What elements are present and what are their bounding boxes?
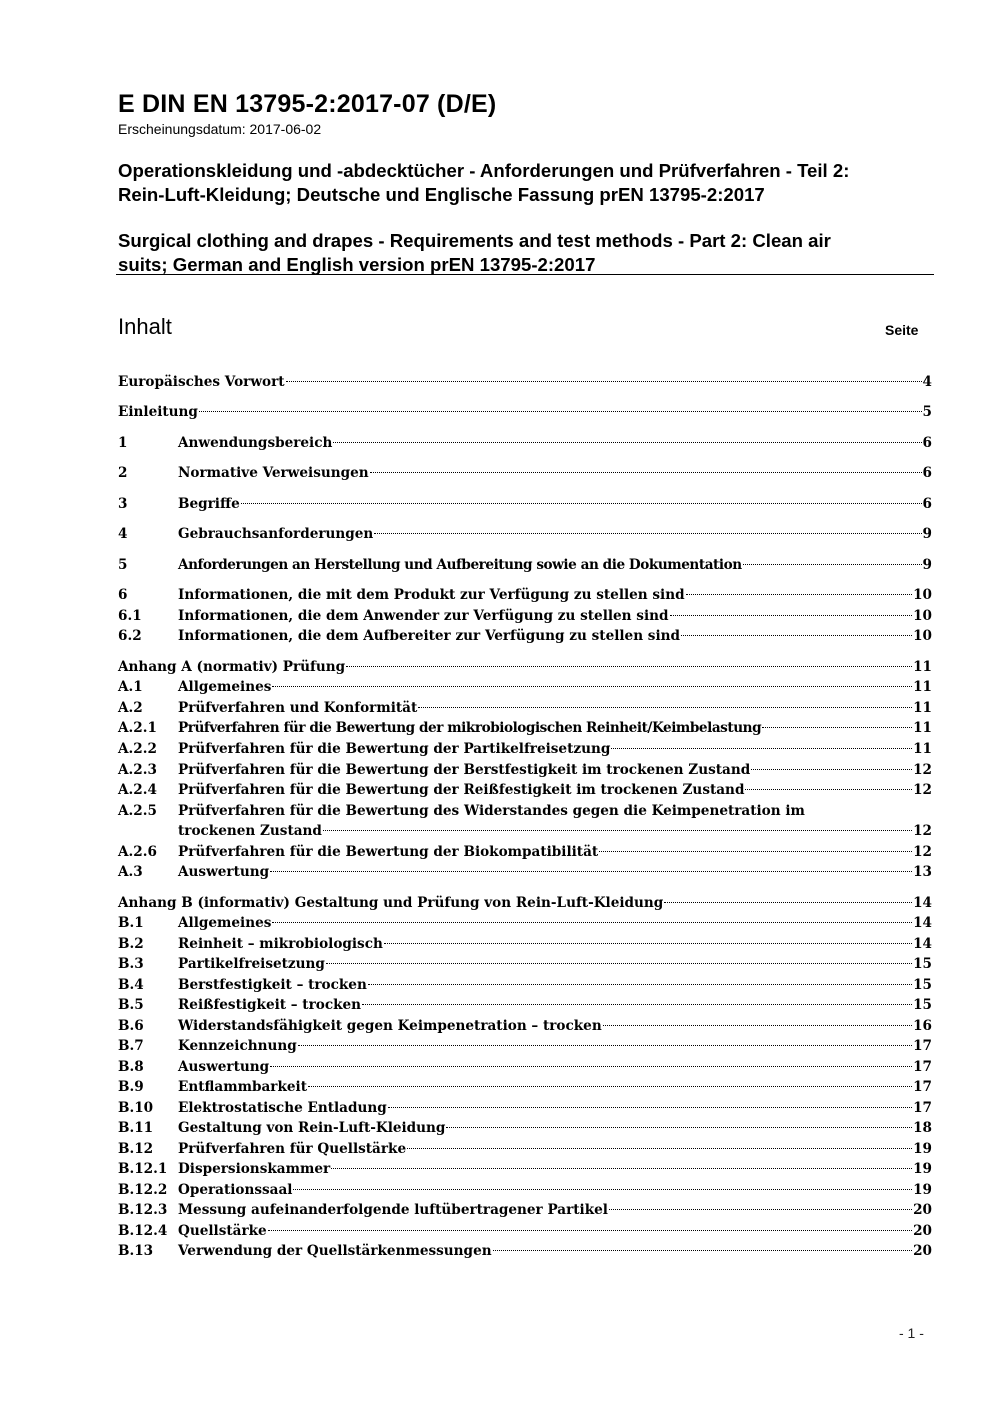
toc-entry[interactable]	[118, 821, 932, 841]
toc-dot-leader	[270, 871, 912, 872]
toc-entry[interactable]	[118, 801, 932, 821]
toc-entry-title: Anforderungen an Herstellung und Aufbereitung sowie an die Dokumentation	[178, 557, 742, 573]
toc-entry[interactable]	[118, 718, 932, 738]
toc-entry-number: 5	[118, 557, 128, 573]
toc-entry-number: B.5	[118, 997, 144, 1013]
toc-entry[interactable]	[118, 433, 932, 453]
toc-entry-page: 9	[922, 557, 932, 573]
toc-entry[interactable]	[118, 1118, 932, 1138]
toc-entry-page: 13	[913, 864, 932, 880]
toc-entry-page: 11	[913, 741, 932, 757]
toc-entry-page: 12	[913, 823, 932, 839]
toc-entry-number: A.2.2	[118, 741, 157, 757]
toc-entry[interactable]	[118, 1057, 932, 1077]
toc-entry-number: 4	[118, 526, 128, 542]
toc-entry-title: Prüfverfahren für die Bewertung der mikrobiologischen Reinheit/Keimbelastung	[178, 720, 762, 736]
toc-dot-leader	[407, 1148, 912, 1149]
toc-entry-title: Anwendungsbereich	[178, 435, 333, 451]
toc-dot-leader	[611, 748, 912, 749]
toc-entry-number: A.2.6	[118, 844, 157, 860]
title-english-line-1: Surgical clothing and drapes - Requirements and test methods - Part 2: Clean air	[118, 230, 831, 251]
title-english	[118, 229, 831, 277]
toc-entry-title: Reißfestigkeit – trocken	[178, 997, 362, 1013]
title-german-line-2: Rein-Luft-Kleidung; Deutsche und Englische Fassung prEN 13795-2:2017	[118, 184, 765, 205]
publication-date: Erscheinungsdatum: 2017-06-02	[118, 121, 322, 137]
toc-entry-page: 5	[922, 404, 932, 420]
toc-entry[interactable]	[118, 698, 932, 718]
toc-entry-number: 3	[118, 496, 128, 512]
toc-entry-title: Informationen, die dem Aufbereiter zur Verfügung zu stellen sind	[178, 628, 681, 644]
toc-entry-title: Partikelfreisetzung	[178, 956, 325, 972]
toc-dot-leader	[745, 789, 912, 790]
toc-dot-leader	[293, 1189, 912, 1190]
title-german	[118, 159, 849, 207]
toc-entry[interactable]	[118, 862, 932, 882]
toc-entry-page: 15	[913, 997, 932, 1013]
toc-entry-title: Messung aufeinanderfolgende luftübertragener Partikel	[178, 1202, 608, 1218]
toc-entry-page: 4	[922, 374, 932, 390]
toc-entry-number: 6.2	[118, 628, 142, 644]
toc-dot-leader	[751, 769, 912, 770]
toc-entry-title: Berstfestigkeit – trocken	[178, 977, 367, 993]
toc-entry-number: B.12.4	[118, 1223, 168, 1239]
toc-entry-page: 18	[913, 1120, 932, 1136]
toc-dot-leader	[272, 922, 912, 923]
toc-dot-leader	[603, 1025, 912, 1026]
toc-entry-page: 14	[913, 936, 932, 952]
toc-entry-number: B.13	[118, 1243, 154, 1259]
toc-entry[interactable]	[118, 1241, 932, 1261]
toc-dot-leader	[493, 1250, 912, 1251]
toc-entry-title: Entflammbarkeit	[178, 1079, 307, 1095]
toc-dot-leader	[388, 1107, 912, 1108]
toc-entry-title: Prüfverfahren für die Bewertung der Reißfestigkeit im trockenen Zustand	[178, 782, 745, 798]
footer-page-number: - 1 -	[899, 1325, 924, 1341]
toc-entry-title: Einleitung	[118, 404, 198, 420]
toc-entry-title: Auswertung	[178, 864, 270, 880]
toc-dot-leader	[268, 1230, 912, 1231]
toc-entry-title: Anhang A (normativ) Prüfung	[118, 659, 346, 675]
toc-entry[interactable]	[118, 1098, 932, 1118]
toc-entry-page: 19	[913, 1182, 932, 1198]
toc-entry[interactable]	[118, 1077, 932, 1097]
toc-entry[interactable]	[118, 739, 932, 759]
toc-entry-page: 11	[913, 700, 932, 716]
toc-entry-number: B.12	[118, 1141, 154, 1157]
toc-entry-title: Informationen, die dem Anwender zur Verfügung zu stellen sind	[178, 608, 669, 624]
toc-dot-leader	[374, 533, 921, 534]
toc-entry[interactable]	[118, 954, 932, 974]
toc-entry[interactable]	[118, 995, 932, 1015]
toc-dot-leader	[686, 594, 912, 595]
toc-entry[interactable]	[118, 657, 932, 677]
toc-dot-leader	[270, 1066, 912, 1067]
toc-entry-page: 14	[913, 915, 932, 931]
title-english-line-2: suits; German and English version prEN 13795-2:2017	[118, 254, 596, 275]
toc-entry-title: trockenen Zustand	[178, 823, 322, 839]
toc-entry-number: B.12.1	[118, 1161, 168, 1177]
toc-dot-leader	[241, 503, 922, 504]
toc-dot-leader	[326, 963, 912, 964]
toc-entry-number: A.3	[118, 864, 143, 880]
toc-entry[interactable]	[118, 494, 932, 514]
toc-entry-page: 12	[913, 844, 932, 860]
toc-dot-leader	[272, 686, 912, 687]
toc-entry[interactable]	[118, 555, 932, 575]
toc-entry-title: Operationssaal	[178, 1182, 293, 1198]
toc-entry-number: B.3	[118, 956, 144, 972]
toc-entry-title: Begriffe	[178, 496, 240, 512]
toc-entry-title: Informationen, die mit dem Produkt zur Verfügung zu stellen sind	[178, 587, 685, 603]
toc-dot-leader	[670, 615, 913, 616]
toc-dot-leader	[599, 851, 912, 852]
toc-entry-number: A.1	[118, 679, 143, 695]
toc-dot-leader	[368, 984, 912, 985]
toc-entry-number: A.2	[118, 700, 143, 716]
toc-entry[interactable]	[118, 760, 932, 780]
toc-entry[interactable]	[118, 1200, 932, 1220]
toc-entry-number: 6.1	[118, 608, 142, 624]
toc-dot-leader	[323, 830, 912, 831]
toc-entry-number: B.8	[118, 1059, 144, 1075]
toc-entry-page: 6	[922, 465, 932, 481]
toc-dot-leader	[743, 564, 922, 565]
toc-entry-number: 6	[118, 587, 128, 603]
toc-entry-page: 20	[913, 1243, 932, 1259]
toc-dot-leader	[346, 666, 912, 667]
toc-dot-leader	[298, 1045, 912, 1046]
toc-entry[interactable]	[118, 463, 932, 483]
toc-entry-number: A.2.4	[118, 782, 157, 798]
toc-entry-page: 10	[913, 628, 932, 644]
toc-entry-page: 12	[913, 782, 932, 798]
toc-entry-page: 11	[913, 679, 932, 695]
toc-entry-title: Prüfverfahren für die Bewertung des Widerstandes gegen die Keimpenetration im	[178, 803, 805, 819]
toc-entry-page: 12	[913, 762, 932, 778]
toc-entry-number: B.6	[118, 1018, 144, 1034]
toc-entry[interactable]	[118, 524, 932, 544]
toc-entry-page: 15	[913, 956, 932, 972]
toc-entry-page: 10	[913, 608, 932, 624]
toc-entry-page: 9	[922, 526, 932, 542]
toc-entry[interactable]	[118, 780, 932, 800]
toc-entry-number: 1	[118, 435, 128, 451]
toc-entry-title: Elektrostatische Entladung	[178, 1100, 387, 1116]
toc-entry[interactable]	[118, 913, 932, 933]
toc-entry[interactable]	[118, 1139, 932, 1159]
toc-dot-leader	[286, 381, 922, 382]
toc-entry-title: Quellstärke	[178, 1223, 267, 1239]
toc-dot-leader	[681, 635, 912, 636]
toc-entry-title: Verwendung der Quellstärkenmessungen	[178, 1243, 492, 1259]
toc-entry-number: B.7	[118, 1038, 144, 1054]
toc-entry-title: Prüfverfahren und Konformität	[178, 700, 418, 716]
toc-entry[interactable]	[118, 1036, 932, 1056]
toc-dot-leader	[446, 1127, 912, 1128]
toc-entry[interactable]	[118, 893, 932, 913]
toc-entry-page: 19	[913, 1161, 932, 1177]
toc-entry[interactable]	[118, 677, 932, 697]
toc-entry-title: Allgemeines	[178, 915, 272, 931]
toc-entry-page: 17	[913, 1038, 932, 1054]
toc-entry-number: B.2	[118, 936, 144, 952]
toc-dot-leader	[370, 472, 922, 473]
toc-entry-number: A.2.3	[118, 762, 157, 778]
toc-entry-number: 2	[118, 465, 128, 481]
document-id: E DIN EN 13795-2:2017-07 (D/E)	[118, 90, 497, 118]
toc-entry-title: Auswertung	[178, 1059, 270, 1075]
toc-dot-leader	[362, 1004, 912, 1005]
toc-page-label: Seite	[885, 322, 919, 338]
toc-entry-title: Gebrauchsanforderungen	[178, 526, 374, 542]
toc-dot-leader	[762, 727, 912, 728]
toc-entry-title: Prüfverfahren für die Bewertung der Berstfestigkeit im trockenen Zustand	[178, 762, 751, 778]
toc-entry-number: B.9	[118, 1079, 144, 1095]
toc-entry-number: B.10	[118, 1100, 154, 1116]
toc-entry-title: Prüfverfahren für die Bewertung der Biokompatibilität	[178, 844, 599, 860]
toc-entry-page: 17	[913, 1100, 932, 1116]
toc-entry-number: B.12.3	[118, 1202, 168, 1218]
toc-entry-title: Gestaltung von Rein-Luft-Kleidung	[178, 1120, 446, 1136]
toc-entry[interactable]	[118, 1221, 932, 1241]
toc-entry-title: Widerstandsfähigkeit gegen Keimpenetration – trocken	[178, 1018, 602, 1034]
toc-entry[interactable]	[118, 606, 932, 626]
toc-entry[interactable]	[118, 626, 932, 646]
toc-entry[interactable]	[118, 585, 932, 605]
toc-entry-title: Allgemeines	[178, 679, 272, 695]
toc-entry-page: 16	[913, 1018, 932, 1034]
toc-entry[interactable]	[118, 975, 932, 995]
toc-entry-page: 10	[913, 587, 932, 603]
toc-entry-page: 6	[922, 496, 932, 512]
toc-entry-number: B.11	[118, 1120, 154, 1136]
toc-dot-leader	[664, 902, 912, 903]
toc-entry[interactable]	[118, 372, 932, 392]
toc-entry-number: B.1	[118, 915, 144, 931]
title-divider	[116, 274, 934, 275]
title-german-line-1: Operationskleidung und -abdecktücher - Anforderungen und Prüfverfahren - Teil 2:	[118, 160, 850, 181]
toc-entry-page: 14	[913, 895, 932, 911]
toc-dot-leader	[199, 411, 922, 412]
toc-dot-leader	[609, 1209, 912, 1210]
toc-entry-page: 17	[913, 1079, 932, 1095]
toc-entry-title: Prüfverfahren für die Bewertung der Partikelfreisetzung	[178, 741, 611, 757]
toc-entry-title: Anhang B (informativ) Gestaltung und Prüfung von Rein-Luft-Kleidung	[118, 895, 664, 911]
toc-dot-leader	[418, 707, 912, 708]
toc-entry-title: Europäisches Vorwort	[118, 374, 285, 390]
toc-entry-title: Normative Verweisungen	[178, 465, 369, 481]
toc-entry[interactable]	[118, 934, 932, 954]
toc-entry-title: Reinheit – mikrobiologisch	[178, 936, 383, 952]
toc-entry[interactable]	[118, 1016, 932, 1036]
toc-entry-page: 11	[913, 659, 932, 675]
toc-entry[interactable]	[118, 402, 932, 422]
toc-entry-page: 20	[913, 1202, 932, 1218]
toc-entry-page: 19	[913, 1141, 932, 1157]
toc-entry[interactable]	[118, 842, 932, 862]
toc-entry-page: 15	[913, 977, 932, 993]
toc-dot-leader	[384, 943, 912, 944]
toc-entry[interactable]	[118, 1180, 932, 1200]
toc-dot-leader	[308, 1086, 912, 1087]
toc-entry[interactable]	[118, 1159, 932, 1179]
toc-heading: Inhalt	[118, 314, 172, 339]
toc-dot-leader	[331, 1168, 912, 1169]
toc-entry-number: B.12.2	[118, 1182, 168, 1198]
toc-entry-title: Kennzeichnung	[178, 1038, 297, 1054]
toc-entry-page: 20	[913, 1223, 932, 1239]
toc-entry-page: 11	[913, 720, 932, 736]
toc-entry-number: A.2.5	[118, 803, 157, 819]
toc-entry-title: Prüfverfahren für Quellstärke	[178, 1141, 407, 1157]
toc-dot-leader	[333, 442, 921, 443]
toc-entry-title: Dispersionskammer	[178, 1161, 331, 1177]
toc-entry-number: A.2.1	[118, 720, 157, 736]
toc-entry-number: B.4	[118, 977, 144, 993]
toc-entry-page: 6	[922, 435, 932, 451]
toc-entry-page: 17	[913, 1059, 932, 1075]
